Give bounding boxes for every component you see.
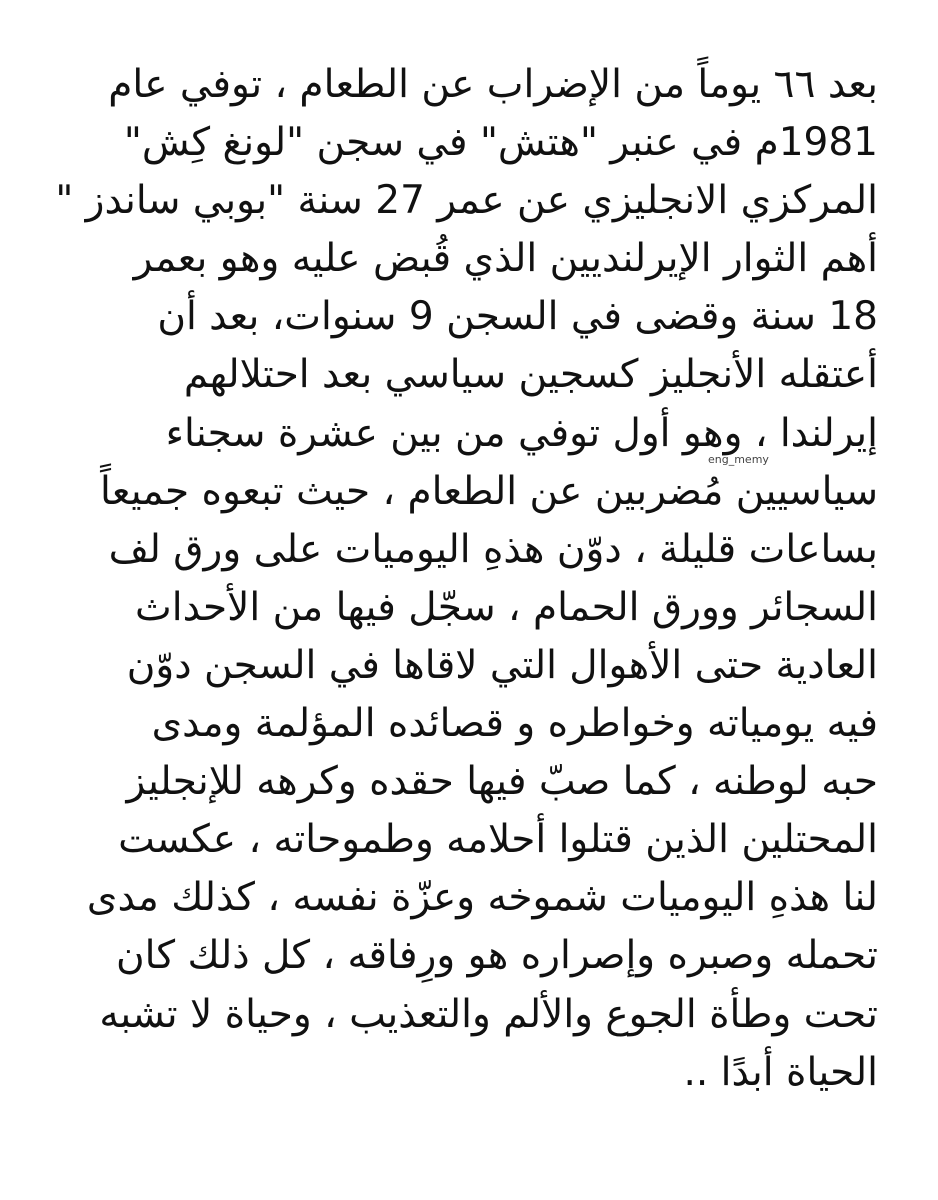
text-line-11: العادية حتى الأهوال التي لاقاها في السجن دوّن: [126, 642, 878, 688]
arabic-paragraph: [48, 56, 878, 1102]
text-line-12: فيه يومياته وخواطره و قصائده المؤلمة ومدى: [151, 701, 878, 747]
text-line-1: بعد ٦٦ يوماً من الإضراب عن الطعام ، توفي عام: [108, 62, 878, 107]
text-line-6: أعتقله الأنجليز كسجين سياسي بعد احتلالهم: [183, 352, 878, 398]
text-line-15: لنا هذهِ اليوميات شموخه وعزّة نفسه ، كذلك مدى: [86, 875, 878, 921]
text-line-17: تحت وطأة الجوع والألم والتعذيب ، وحياة لا تشبه: [99, 991, 878, 1037]
text-line-10: السجائر وورق الحمام ، سجّل فيها من الأحداث: [135, 584, 878, 630]
text-line-2: 1981م في عنبر "هتش" في سجن "لونغ كِش": [123, 120, 878, 166]
text-line-8: سياسيين مُضربين عن الطعام ، حيث تبعوه جميعاً: [100, 468, 878, 514]
text-line-5: 18 سنة وقضى في السجن 9 سنوات، بعد أن: [157, 294, 878, 340]
text-line-18: الحياة أبدًا ..: [683, 1049, 878, 1095]
text-line-13: حبه لوطنه ، كما صبّ فيها حقده وكرهه للإنجليز: [126, 759, 878, 805]
text-line-4: أهم الثوار الإيرلنديين الذي قُبض عليه وهو بعمر: [133, 236, 878, 282]
text-line-16: تحمله وصبره وإصراره هو ورِفاقه ، كل ذلك كان: [115, 933, 878, 979]
text-line-14: المحتلين الذين قتلوا أحلامه وطموحاته ، عكست: [118, 817, 878, 863]
text-line-3: المركزي الانجليزي عن عمر 27 سنة "بوبي ساندز ": [55, 178, 878, 224]
text-line-7: إيرلندا ، وهو أول توفي من بين عشرة سجناء: [165, 410, 878, 456]
text-line-9: بساعات قليلة ، دوّن هذهِ اليوميات على ورق لف: [108, 526, 878, 572]
watermark-username: eng_memy: [708, 453, 769, 466]
